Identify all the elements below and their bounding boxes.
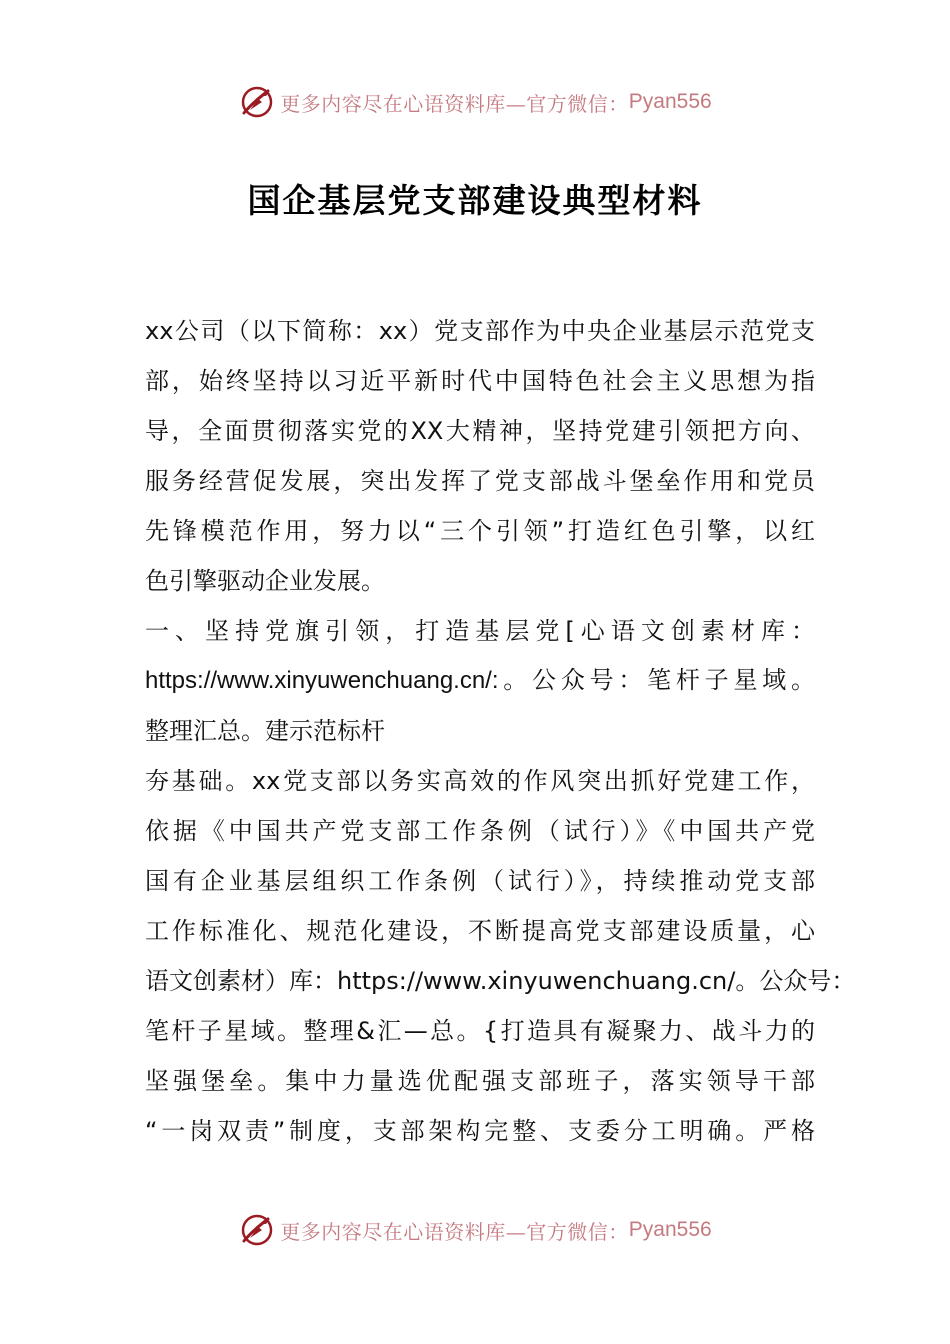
section-heading-line: 一、坚持党旗引领，打造基层党[心语文创素材库： bbox=[145, 617, 815, 645]
body-line-url: https://www.xinyuwenchuang.cn/:。公众号：笔杆子星域。 bbox=[145, 667, 815, 694]
pen-circle-logo-icon bbox=[238, 83, 276, 121]
body-line: 国有企业基层组织工作条例（试行）》，持续推动党支部 bbox=[145, 867, 815, 895]
watermark-wechat-id: Pyan556 bbox=[628, 1218, 712, 1241]
watermark-wechat-id: Pyan556 bbox=[628, 90, 712, 113]
document-title: 国企基层党支部建设典型材料 bbox=[247, 181, 703, 220]
body-line: 色引擎驱动企业发展。 bbox=[145, 567, 385, 595]
body-line-url: 语文创素材）库：https://www.xinyuwenchuang.cn/。公众号： bbox=[145, 967, 856, 995]
body-line: 笔杆子星域。整理&汇—总。{打造具有凝聚力、战斗力的 bbox=[145, 1017, 815, 1045]
body-line: 整理汇总。建示范标杆 bbox=[145, 717, 385, 745]
body-line: 工作标准化、规范化建设，不断提高党支部建设质量，心 bbox=[145, 917, 815, 945]
body-line: 依据《中国共产党支部工作条例（试行）》《中国共产党 bbox=[145, 817, 815, 845]
body-line: 先锋模范作用，努力以“三个引领”打造红色引擎，以红 bbox=[145, 517, 815, 545]
body-line: 服务经营促发展，突出发挥了党支部战斗堡垒作用和党员 bbox=[145, 467, 815, 495]
body-line: 导，全面贯彻落实党的XX大精神，坚持党建引领把方向、 bbox=[145, 417, 815, 445]
watermark-text: 更多内容尽在心语资料库—官方微信： bbox=[280, 1219, 629, 1244]
footer-watermark bbox=[0, 1208, 950, 1252]
body-line: 坚强堡垒。集中力量选优配强支部班子，落实领导干部 bbox=[145, 1067, 815, 1095]
document-body bbox=[145, 306, 856, 1156]
watermark-text: 更多内容尽在心语资料库—官方微信： bbox=[280, 91, 629, 116]
body-line: xx公司（以下简称：xx）党支部作为中央企业基层示范党支 bbox=[145, 317, 815, 345]
body-line: 部，始终坚持以习近平新时代中国特色社会主义思想为指 bbox=[145, 367, 815, 395]
body-line: 夯基础。xx党支部以务实高效的作风突出抓好党建工作， bbox=[145, 767, 815, 795]
body-line: “一岗双责”制度，支部架构完整、支委分工明确。严格 bbox=[145, 1117, 815, 1145]
header-watermark bbox=[0, 80, 950, 124]
pen-circle-logo-icon bbox=[238, 1211, 276, 1249]
